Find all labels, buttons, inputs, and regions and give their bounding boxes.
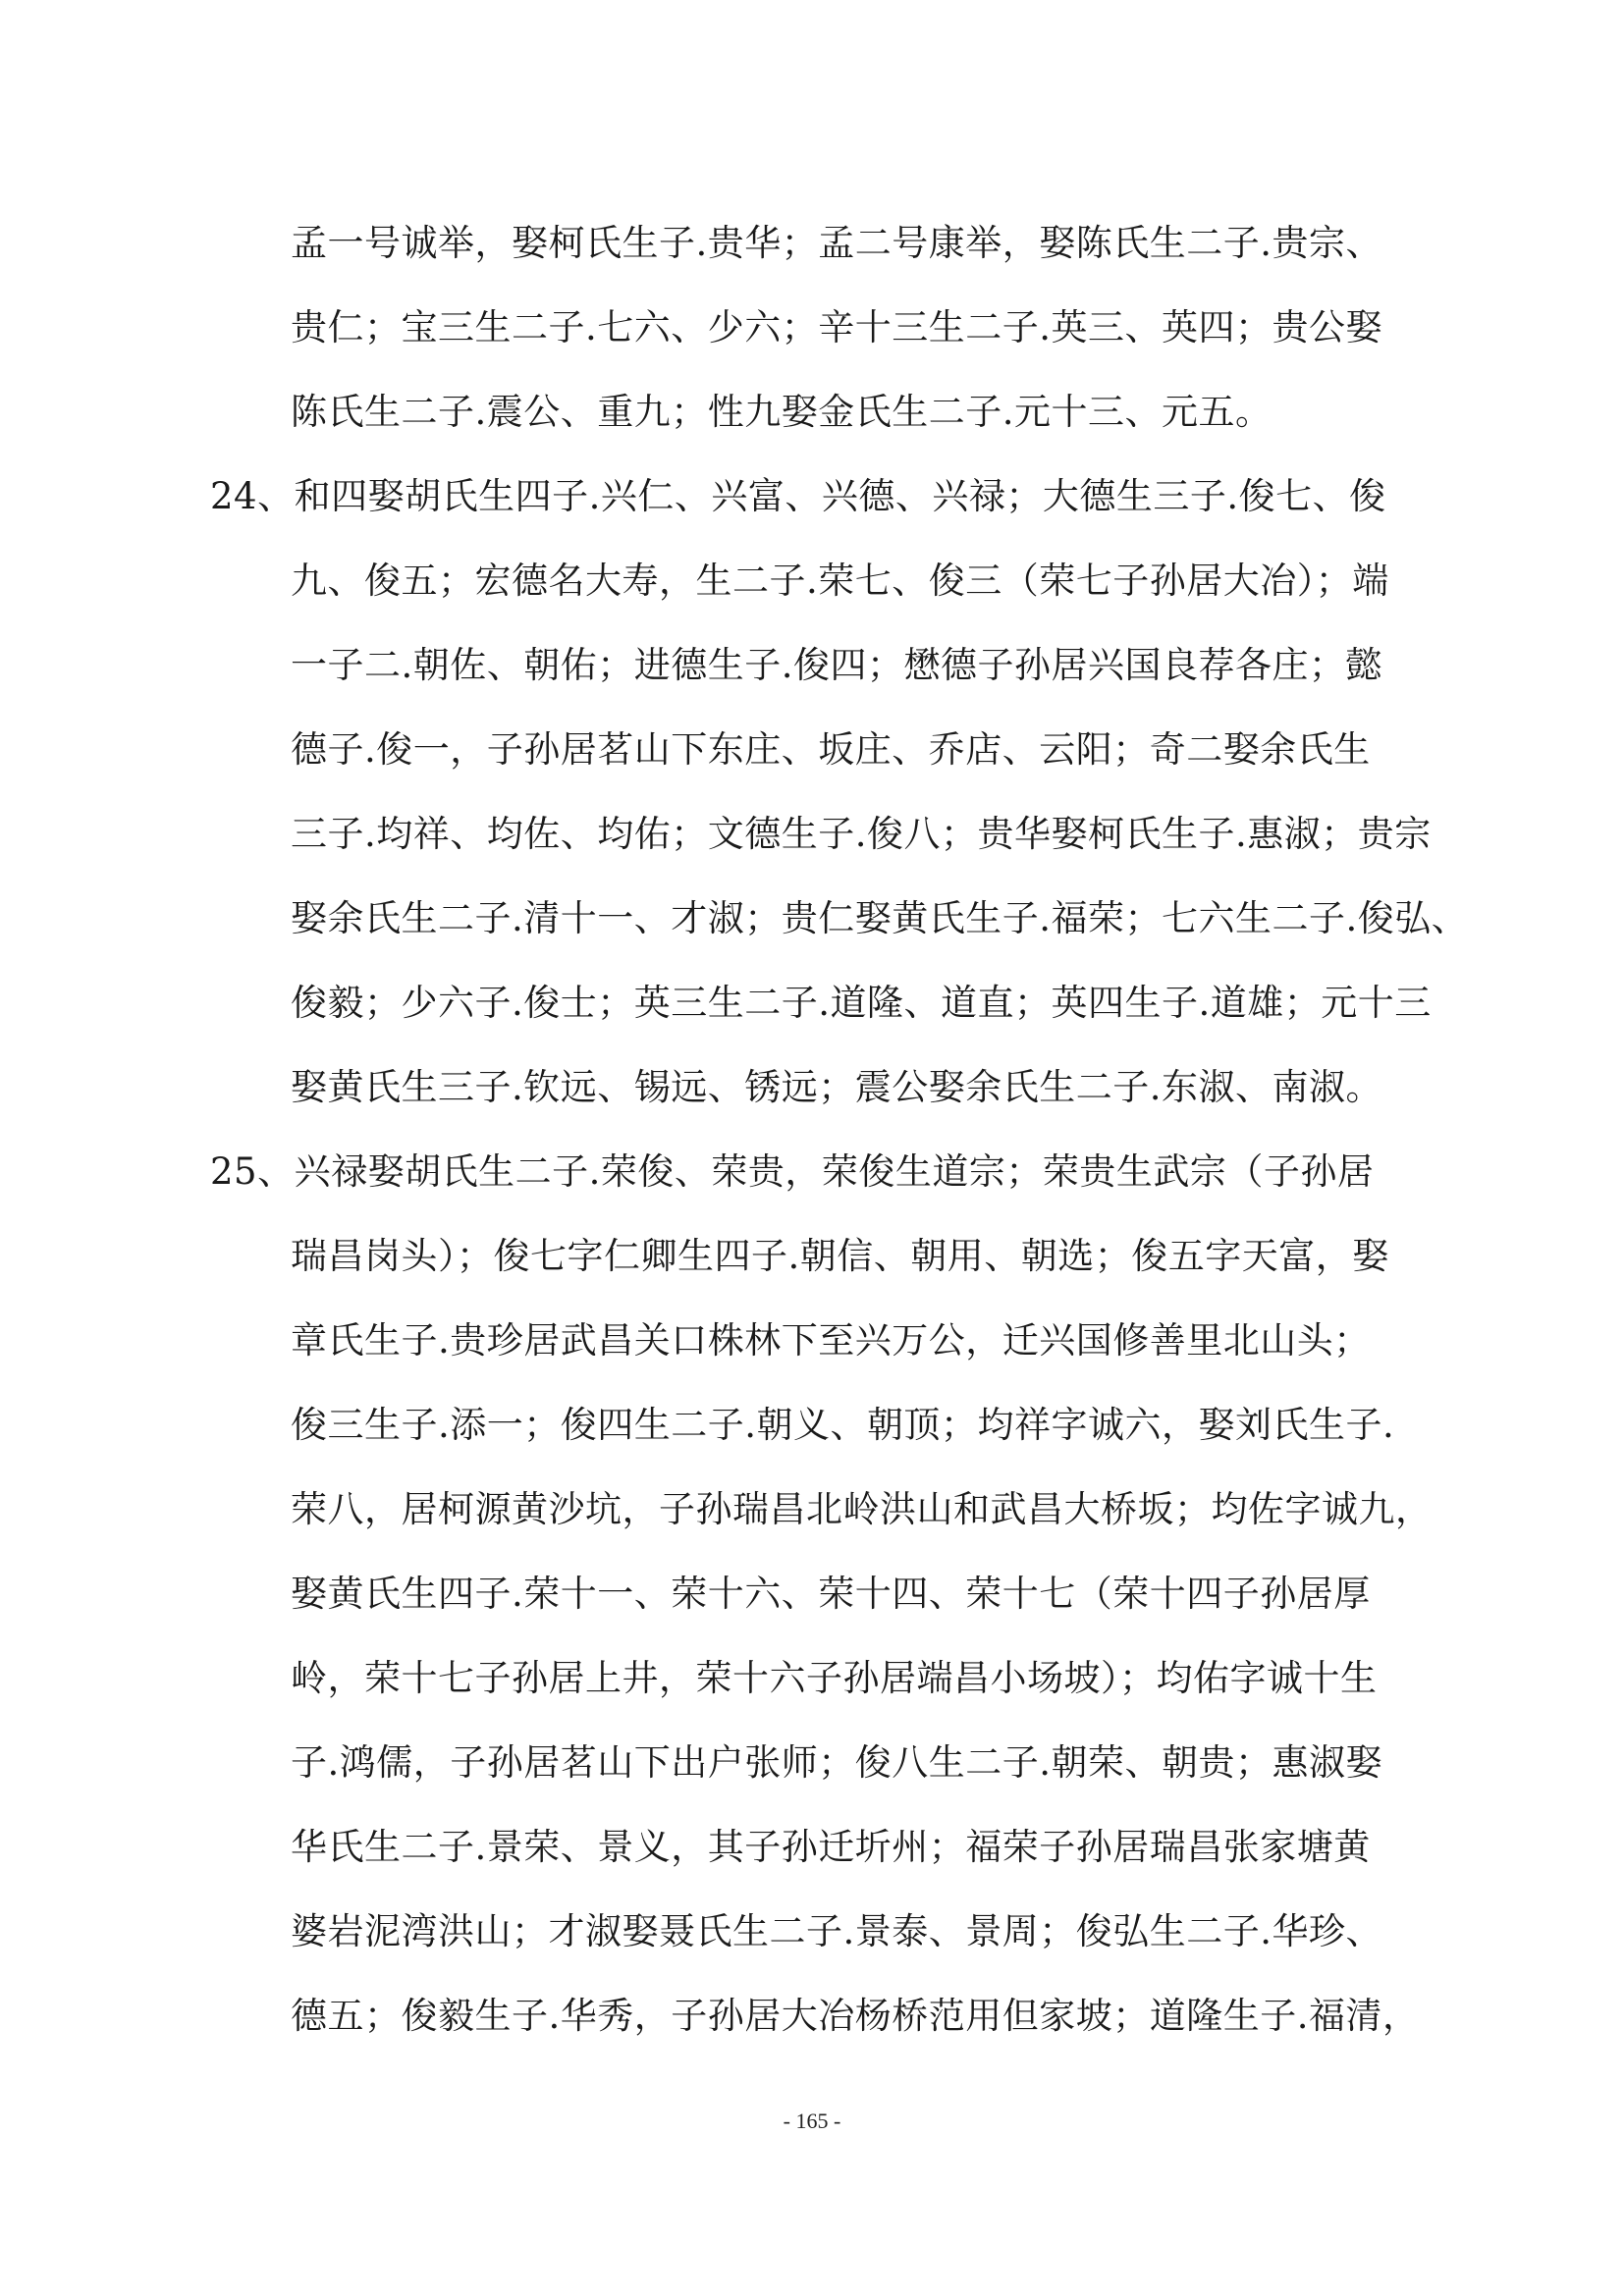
text-line: 一子二.朝佐、朝佑；进德生子.俊四；懋德子孙居兴国良荐各庄；懿: [291, 644, 1383, 686]
text-line: 俊毅；少六子.俊士；英三生二子.道隆、道直；英四生子.道雄；元十三: [291, 982, 1432, 1024]
text-line: 陈氏生二子.震公、重九；性九娶金氏生二子.元十三、元五。: [291, 391, 1272, 433]
text-line: 章氏生子.贵珍居武昌关口株林下至兴万公，迁兴国修善里北山头；: [291, 1319, 1371, 1362]
text-line: 华氏生二子.景荣、景义，其子孙迁圻州；福荣子孙居瑞昌张家塘黄: [291, 1826, 1371, 1868]
text-line: 荣八，居柯源黄沙坑，子孙瑞昌北岭洪山和武昌大桥坂；均佐字诚九，: [291, 1488, 1433, 1530]
text-line: 德子.俊一，子孙居茗山下东庄、坂庄、乔店、云阳；奇二娶余氏生: [291, 728, 1371, 771]
text-line: 娶黄氏生四子.荣十一、荣十六、荣十四、荣十七（荣十四子孙居厚: [291, 1573, 1371, 1615]
text-line: 瑞昌岗头）；俊七字仁卿生四子.朝信、朝用、朝选；俊五字天富，娶: [291, 1235, 1389, 1277]
text-line: 俊三生子.添一；俊四生二子.朝义、朝顶；均祥字诚六，娶刘氏生子.: [291, 1404, 1395, 1446]
text-line: 婆岩泥湾洪山；才淑娶聂氏生二子.景泰、景周；俊弘生二子.华珍、: [291, 1910, 1383, 1952]
page-number: - 165 -: [783, 2109, 841, 2133]
text-line: 娶黄氏生三子.钦远、锡远、锈远；震公娶余氏生二子.东淑、南淑。: [291, 1066, 1383, 1108]
text-line-paragraph-25: 25、兴禄娶胡氏生二子.荣俊、荣贵，荣俊生道宗；荣贵生武宗（子孙居: [210, 1150, 1375, 1193]
text-line: 九、俊五；宏德名大寿，生二子.荣七、俊三（荣七子孙居大冶）；端: [291, 560, 1389, 602]
text-line: 贵仁；宝三生二子.七六、少六；辛十三生二子.英三、英四；贵公娶: [291, 306, 1383, 348]
text-line-paragraph-24: 24、和四娶胡氏生四子.兴仁、兴富、兴德、兴禄；大德生三子.俊七、俊: [210, 475, 1386, 517]
body-text: [210, 201, 1469, 2058]
text-line: 岭，荣十七子孙居上井，荣十六子孙居端昌小场坡）；均佑字诚十生: [291, 1657, 1378, 1699]
text-line: 三子.均祥、均佐、均佑；文德生子.俊八；贵华娶柯氏生子.惠淑；贵宗: [291, 813, 1432, 855]
text-line: 娶余氏生二子.清十一、才淑；贵仁娶黄氏生子.福荣；七六生二子.俊弘、: [291, 897, 1469, 939]
text-line: 德五；俊毅生子.华秀，子孙居大冶杨桥范用但家坡；道隆生子.福清，: [291, 1995, 1420, 2037]
text-line: 子.鸿儒，子孙居茗山下出户张师；俊八生二子.朝荣、朝贵；惠淑娶: [291, 1741, 1383, 1784]
text-line: 孟一号诚举，娶柯氏生子.贵华；孟二号康举，娶陈氏生二子.贵宗、: [291, 222, 1383, 264]
